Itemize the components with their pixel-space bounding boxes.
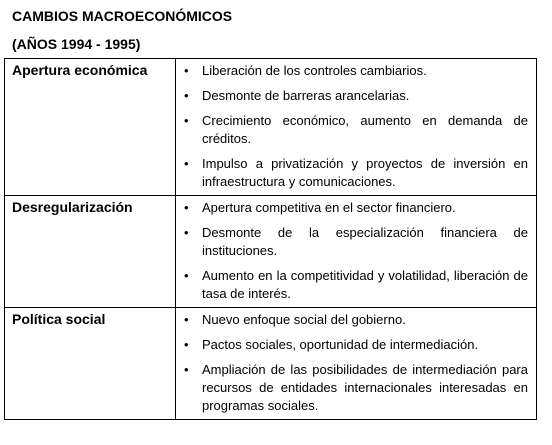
list-item (176, 267, 528, 303)
bullet-icon: • (184, 200, 189, 215)
list-item (176, 224, 528, 260)
document-title: CAMBIOS MACROECONÓMICOS (12, 8, 233, 24)
list-item-text: Impulso a privatización y proyectos de inversión en infraestructura y comunicaciones. (202, 156, 528, 189)
list-item-text: Crecimiento económico, aumento en demanda de créditos. (202, 113, 528, 146)
bullet-icon: • (184, 88, 189, 103)
list-item (176, 311, 528, 329)
list-item (176, 336, 528, 354)
bullet-icon: • (184, 113, 189, 128)
row-label-apertura: Apertura económica (5, 59, 176, 196)
list-item (176, 199, 528, 217)
bullet-icon: • (184, 362, 189, 377)
bullet-icon: • (184, 63, 189, 78)
macroeconomic-changes-table (4, 58, 537, 420)
list-item-text: Desmonte de barreras arancelarias. (202, 88, 410, 103)
table-row-apertura (5, 59, 537, 196)
table-row-politica-social (5, 308, 537, 420)
list-item-text: Desmonte de la especialización financiera de instituciones. (202, 225, 528, 258)
list-item-text: Liberación de los controles cambiarios. (202, 63, 427, 78)
list-item-text: Ampliación de las posibilidades de intermediación para recursos de entidades internacionales interesadas en programas sociales. (202, 362, 528, 413)
list-item (176, 155, 528, 191)
list-item-text: Pactos sociales, oportunidad de intermediación. (202, 337, 479, 352)
row-items-apertura (176, 59, 537, 196)
list-item (176, 361, 528, 415)
list-item-text: Aumento en la competitividad y volatilidad, liberación de tasa de interés. (202, 268, 528, 301)
list-item-text: Apertura competitiva en el sector financiero. (202, 200, 456, 215)
list-item (176, 62, 528, 80)
list-item (176, 87, 528, 105)
bullet-icon: • (184, 225, 189, 240)
bullet-icon: • (184, 312, 189, 327)
list-item (176, 112, 528, 148)
row-label-desregularizacion: Desregularización (5, 196, 176, 308)
row-items-desregularizacion (176, 196, 537, 308)
table-row-desregularizacion (5, 196, 537, 308)
bullet-icon: • (184, 337, 189, 352)
list-item-text: Nuevo enfoque social del gobierno. (202, 312, 406, 327)
row-items-politica-social (176, 308, 537, 420)
document-subtitle-years: (AÑOS 1994 - 1995) (12, 36, 141, 52)
bullet-icon: • (184, 268, 189, 283)
bullet-icon: • (184, 156, 189, 171)
row-label-politica-social: Política social (5, 308, 176, 420)
